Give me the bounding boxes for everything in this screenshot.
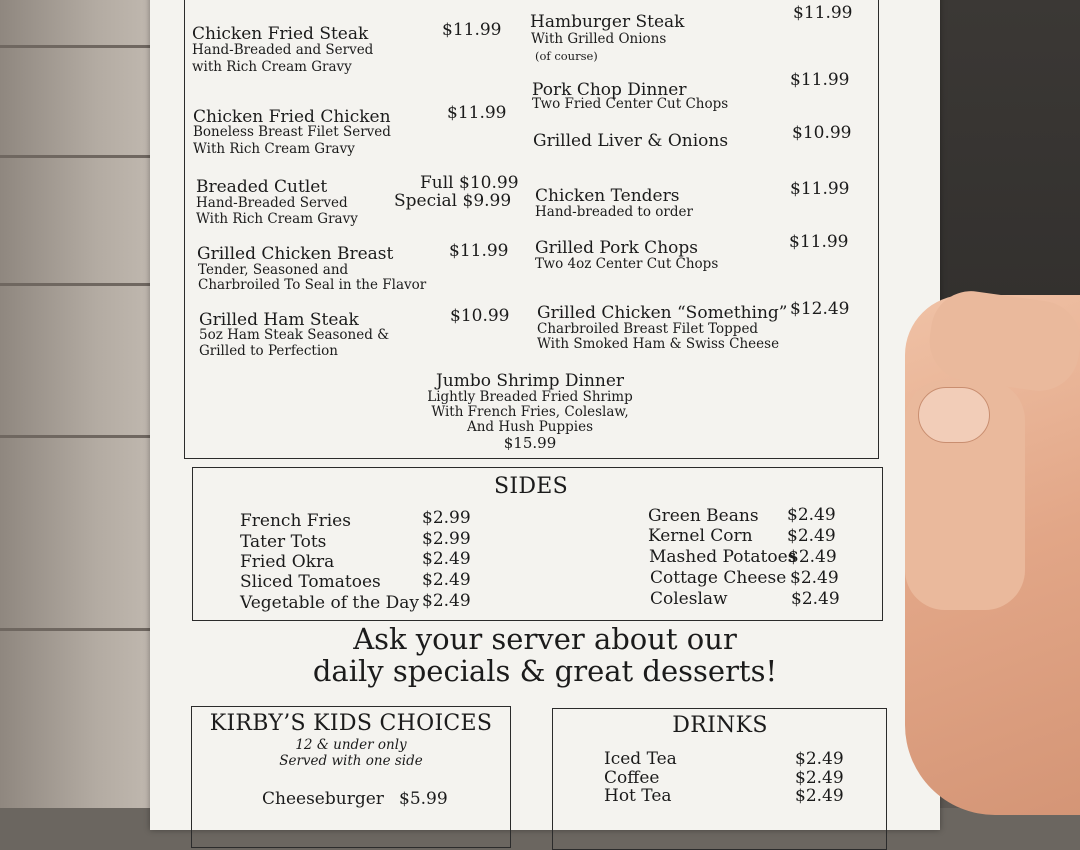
side-price: $2.49: [790, 568, 839, 588]
item-price-special: Special $9.99: [394, 191, 512, 211]
side-price: $2.49: [787, 526, 836, 546]
tile-grout: [0, 45, 160, 48]
promo-line-1: Ask your server about our: [353, 622, 737, 656]
side-name: Kernel Corn: [648, 526, 753, 546]
item-price: $11.99: [789, 232, 849, 252]
item-name: Grilled Liver & Onions: [533, 131, 729, 151]
tile-grout: [0, 283, 160, 286]
item-desc: Tender, Seasoned and: [198, 262, 349, 278]
side-price: $2.49: [788, 547, 837, 567]
item-price: $12.49: [790, 299, 850, 319]
side-name: Coleslaw: [650, 589, 728, 609]
item-desc: With Smoked Ham & Swiss Cheese: [537, 336, 780, 352]
floor-tiles-background: [0, 0, 160, 808]
side-price: $2.49: [787, 505, 836, 525]
item-desc: Two 4oz Center Cut Chops: [535, 256, 719, 272]
item-desc: With Rich Cream Gravy: [193, 141, 355, 157]
side-name: Sliced Tomatoes: [240, 572, 381, 592]
sides-title: SIDES: [493, 474, 569, 499]
item-name: Chicken Fried Chicken: [193, 107, 391, 127]
item-desc: With French Fries, Coleslaw,: [431, 404, 629, 420]
kids-subtitle: Served with one side: [279, 753, 423, 769]
item-price: $11.99: [790, 70, 850, 90]
item-desc: And Hush Puppies: [466, 419, 594, 435]
item-desc: With Rich Cream Gravy: [196, 211, 358, 227]
item-name: Jumbo Shrimp Dinner: [435, 371, 625, 391]
kids-subtitle: 12 & under only: [295, 737, 407, 753]
item-name: Hamburger Steak: [530, 12, 685, 32]
item-price: $11.99: [449, 241, 509, 261]
side-price: $2.99: [422, 529, 471, 549]
item-desc: Charbroiled Breast Filet Topped: [537, 321, 759, 337]
item-desc: Hand-breaded to order: [535, 204, 693, 220]
item-price: $10.99: [792, 123, 852, 143]
side-name: Green Beans: [648, 506, 759, 526]
side-name: Cottage Cheese: [650, 568, 787, 588]
promo-line-2: daily specials & great desserts!: [312, 654, 778, 688]
item-desc: Hand-Breaded Served: [196, 195, 348, 211]
item-price-full: Full $10.99: [420, 173, 519, 193]
drink-price: $2.49: [795, 749, 844, 769]
side-name: Fried Okra: [240, 552, 335, 572]
thumbnail: [918, 387, 990, 443]
item-price: $10.99: [450, 306, 510, 326]
item-desc: Charbroiled To Seal in the Flavor: [198, 277, 427, 293]
tile-grout: [0, 628, 160, 631]
drinks-title: DRINKS: [672, 713, 768, 738]
item-desc: Hand-Breaded and Served: [192, 42, 374, 58]
kids-item-price: $5.99: [399, 789, 448, 809]
menu-sheet: [150, 0, 940, 830]
item-price: $11.99: [442, 20, 502, 40]
tile-grout: [0, 155, 160, 158]
item-name: Pork Chop Dinner: [532, 80, 687, 100]
item-name: Chicken Tenders: [535, 186, 680, 206]
item-desc: 5oz Ham Steak Seasoned &: [199, 327, 390, 343]
kids-item-name: Cheeseburger: [262, 789, 384, 809]
item-desc: Grilled to Perfection: [199, 343, 338, 359]
item-desc: With Grilled Onions: [531, 31, 667, 47]
kids-title: KIRBY’S KIDS CHOICES: [209, 711, 493, 736]
drink-name: Hot Tea: [604, 786, 672, 806]
item-desc: Two Fried Center Cut Chops: [532, 96, 729, 112]
side-name: French Fries: [240, 511, 351, 531]
side-name: Mashed Potatoes: [649, 547, 797, 567]
side-price: $2.49: [422, 591, 471, 611]
tile-grout: [0, 435, 160, 438]
item-name: Breaded Cutlet: [196, 177, 328, 197]
side-name: Vegetable of the Day: [240, 593, 420, 613]
side-price: $2.49: [422, 549, 471, 569]
item-name: Grilled Chicken “Something”: [537, 303, 788, 323]
side-price: $2.99: [422, 508, 471, 528]
drink-name: Iced Tea: [604, 749, 677, 769]
item-price: $11.99: [447, 103, 507, 123]
item-desc: Lightly Breaded Fried Shrimp: [427, 389, 633, 405]
item-name: Grilled Pork Chops: [535, 238, 698, 258]
item-desc: with Rich Cream Gravy: [192, 59, 352, 75]
item-price: $11.99: [790, 179, 850, 199]
item-name: Grilled Ham Steak: [199, 310, 359, 330]
drink-price: $2.49: [795, 786, 844, 806]
side-name: Tater Tots: [240, 532, 327, 552]
side-price: $2.49: [422, 570, 471, 590]
item-price: $15.99: [503, 434, 557, 452]
item-name: Chicken Fried Steak: [192, 24, 369, 44]
drink-name: Coffee: [604, 768, 660, 788]
item-desc: (of course): [535, 49, 598, 63]
item-name: Grilled Chicken Breast: [197, 244, 394, 264]
side-price: $2.49: [791, 589, 840, 609]
item-desc: Boneless Breast Filet Served: [193, 124, 391, 140]
shrimp-dinner: [380, 372, 680, 451]
drink-price: $2.49: [795, 768, 844, 788]
item-price: $11.99: [793, 3, 853, 23]
